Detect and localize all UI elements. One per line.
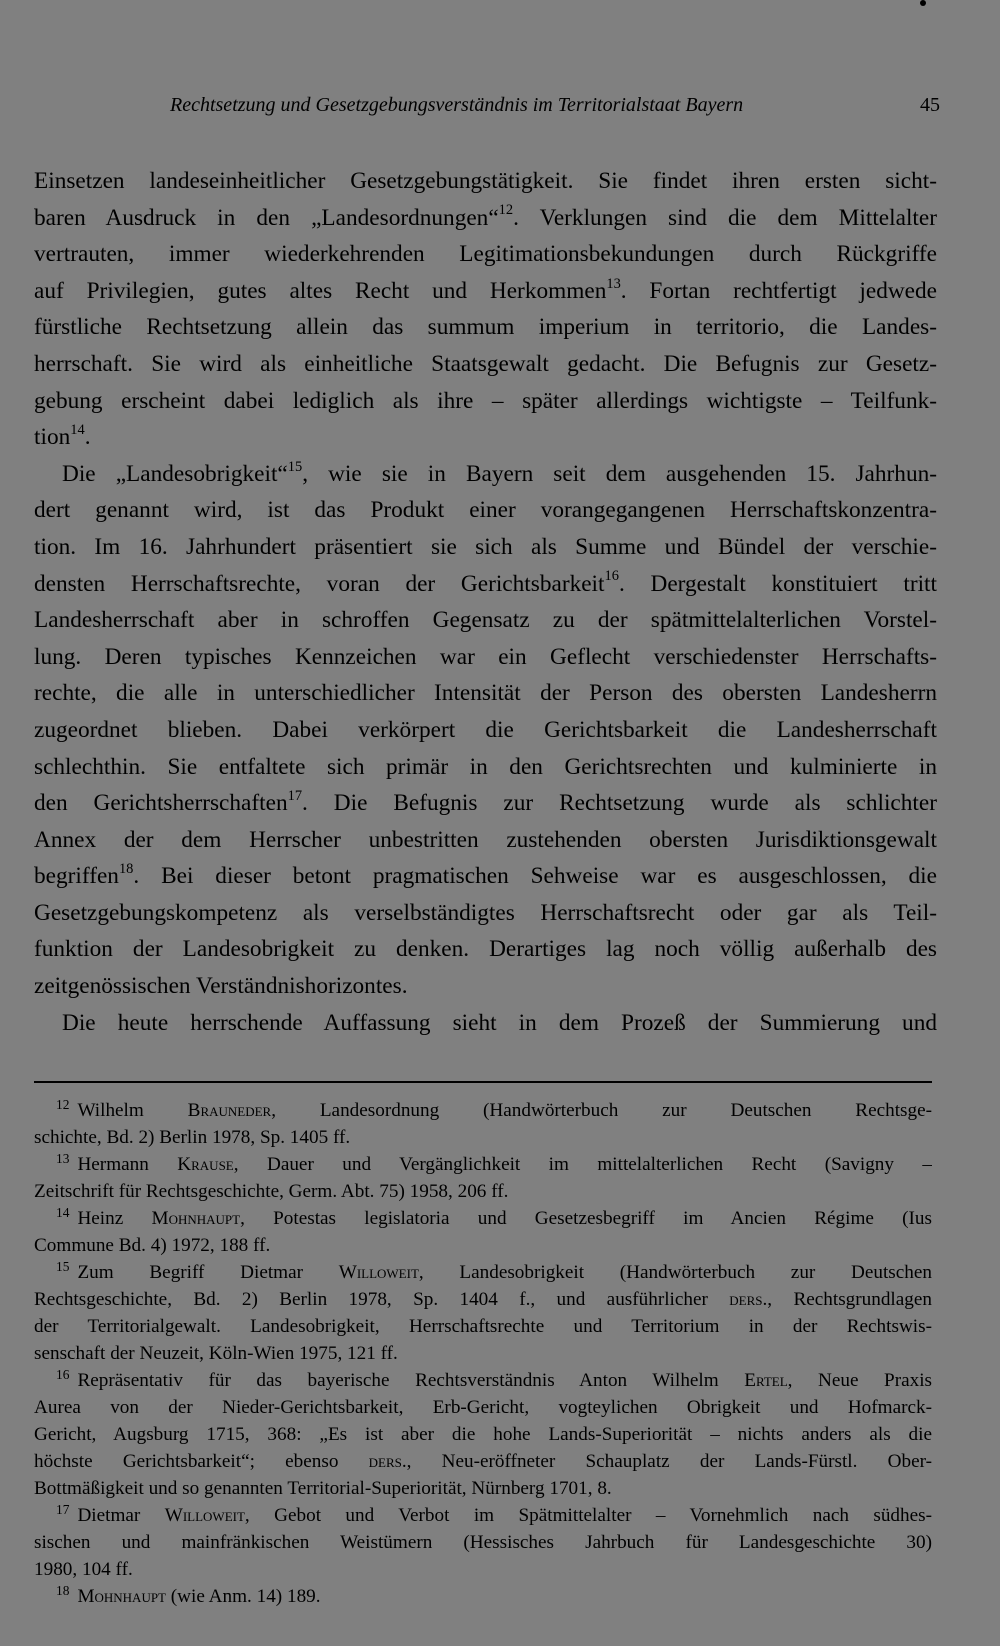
text-line: rechte, die alle in unterschiedlicher Intensität der Person des obersten Landesherrn [34,680,937,707]
footnote-16: $^{16}$ Repräsentativ für das bayerische Rechtsverständnis Anton Wilhelm Ertel, Neue Praxis [56,1367,932,1391]
running-title: Rechtsetzung und Gesetzgebungsverständnis im Territorialstaat Bayern [170,94,744,116]
main-text [34,163,937,1041]
text-line: schlechthin. Sie entfaltete sich primär in den Gerichtsrechten und kulminierte in [34,753,937,780]
text-line: funktion der Landesobrigkeit zu denken. Derartiges lag noch völlig außerhalb des [34,936,937,963]
footnote-rule [34,1081,932,1083]
text-line: zugeordnet blieben. Dabei verkörpert die Gerichtsbarkeit die Landesherrschaft [34,716,937,743]
text-line: tion. Im 16. Jahrhundert präsentiert sie sich als Summe und Bündel der verschie- [34,533,937,560]
text-line: Landesherrschaft aber in schroffen Gegensatz zu der spätmittelalterlichen Vorstel- [34,607,937,634]
text-line: tion$^{14}$. [34,421,91,451]
footnote-number: 15 [56,1259,70,1274]
footnote-line: der Territorialgewalt. Landesobrigkeit, Herrschaftsrechte und Territorium in der Rechtswis- [34,1316,932,1337]
footnote-line: Commune Bd. 4) 1972, 188 ff. [34,1235,271,1256]
text-line: zeitgenössischen Verständnishorizontes. [34,973,408,1000]
footnote-line: Aurea von der Nieder-Gerichtsbarkeit, Erb-Gericht, vogteylichen Obrigkeit und Hofmarck- [34,1397,932,1418]
footnote-ref: 15 [287,458,303,475]
footnote-ref: 14 [70,421,85,438]
text-line: gebung erscheint dabei lediglich als ihre – später allerdings wichtigste – Teilfunk- [34,387,937,414]
footnote-number: 14 [56,1205,70,1220]
text-line: Gesetzgebungskompetenz als verselbständigtes Herrschaftsrecht oder gar als Teil- [34,899,937,926]
footnote-line: 1980, 104 ff. [34,1559,133,1580]
text-line: Die heute herrschende Auffassung sieht in dem Prozeß der Summierung und [62,1009,937,1036]
text-line: Annex der dem Herrscher unbestritten zustehenden obersten Jurisdiktionsgewalt [34,826,937,853]
footnote-ref: 13 [606,275,621,292]
footnote-17: $^{17}$ Dietmar Willoweit, Gebot und Verbot im Spätmittelalter – Vornehmlich nach südhes- [56,1502,932,1526]
text-line: herrschaft. Sie wird als einheitliche Staatsgewalt gedacht. Die Befugnis zur Gesetz- [34,350,937,377]
footnote-line: schichte, Bd. 2) Berlin 1978, Sp. 1405 ff. [34,1127,351,1148]
footnote-line: Rechtsgeschichte, Bd. 2) Berlin 1978, Sp. 1404 f., und ausführlicher ders., Rechtsgrundlagen [34,1289,932,1310]
text-line: baren Ausdruck in den „Landesordnungen“$^{12}$. Verklungen sind die dem Mittelalter [34,202,937,231]
page-number: 45 [920,94,940,116]
footnote-line: sischen und mainfränkischen Weistümern (Hessisches Jahrbuch für Landesgeschichte 30) [34,1532,932,1553]
footnote-line: senschaft der Neuzeit, Köln-Wien 1975, 121 ff. [34,1343,398,1364]
footnote-line: höchste Gerichtsbarkeit“; ebenso ders., Neu-eröffneter Schauplatz der Lands-Fürstl. Ober- [34,1451,932,1472]
text-line: den Gerichtsherrschaften$^{17}$. Die Befugnis zur Rechtsetzung wurde als schlichter [34,787,937,817]
footnote-line: Bottmäßigkeit und so genannten Territorial-Superiorität, Nürnberg 1701, 8. [34,1478,612,1499]
text-line: lung. Deren typisches Kennzeichen war ein Geflecht verschiedenster Herrschafts- [34,643,937,670]
text-line: vertrauten, immer wiederkehrenden Legitimationsbekundungen durch Rückgriffe [34,241,937,268]
footnote-18: $^{18}$ Mohnhaupt (wie Anm. 14) 189. [56,1583,321,1607]
footnote-number: 18 [56,1583,70,1598]
text-line: begriffen$^{18}$. Bei dieser betont pragmatischen Sehweise war es ausgeschlossen, die [34,861,937,890]
footnote-number: 17 [56,1502,70,1517]
footnote-15: $^{15}$ Zum Begriff Dietmar Willoweit, Landesobrigkeit (Handwörterbuch zur Deutschen [56,1259,932,1283]
footnote-ref: 12 [498,202,514,219]
footnote-13: $^{13}$ Hermann Krause, Dauer und Vergänglichkeit im mittelalterlichen Recht (Savigny – [56,1151,932,1175]
footnote-14: $^{14}$ Heinz Mohnhaupt, Potestas legislatoria und Gesetzesbegriff im Ancien Régime (Ius [56,1205,932,1229]
footnote-number: 16 [56,1367,70,1382]
text-line: fürstliche Rechtsetzung allein das summum imperium in territorio, die Landes- [34,314,937,341]
footnote-ref: 18 [118,861,134,878]
footnotes [34,1097,932,1610]
footnote-line: Gericht, Augsburg 1715, 368: „Es ist aber die hohe Lands-Superiorität – nichts anders als die [34,1424,932,1445]
footnote-number: 13 [56,1151,70,1166]
footnote-12: $^{12}$ Wilhelm Brauneder, Landesordnung (Handwörterbuch zur Deutschen Rechtsge- [56,1097,932,1121]
footnote-number: 12 [56,1097,70,1112]
footnote-line: Zeitschrift für Rechtsgeschichte, Germ. Abt. 75) 1958, 206 ff. [34,1181,509,1202]
text-line: auf Privilegien, gutes altes Recht und Herkommen$^{13}$. Fortan rechtfertigt jedwede [34,275,937,304]
text-line: densten Herrschaftsrechte, voran der Gerichtsbarkeit$^{16}$. Dergestalt konstituiert tritt [34,568,937,597]
footnote-ref: 17 [287,787,303,804]
text-line: dert genannt wird, ist das Produkt einer vorangegangenen Herrschaftskonzentra- [34,497,937,524]
running-header [170,94,940,124]
text-line: Einsetzen landeseinheitlicher Gesetzgebungstätigkeit. Sie findet ihren ersten sicht- [34,168,937,194]
footnote-ref: 16 [604,568,619,585]
corner-speck [920,0,926,6]
text-line: Die „Landesobrigkeit“$^{15}$, wie sie in Bayern seit dem ausgehenden 15. Jahrhun- [62,458,937,487]
